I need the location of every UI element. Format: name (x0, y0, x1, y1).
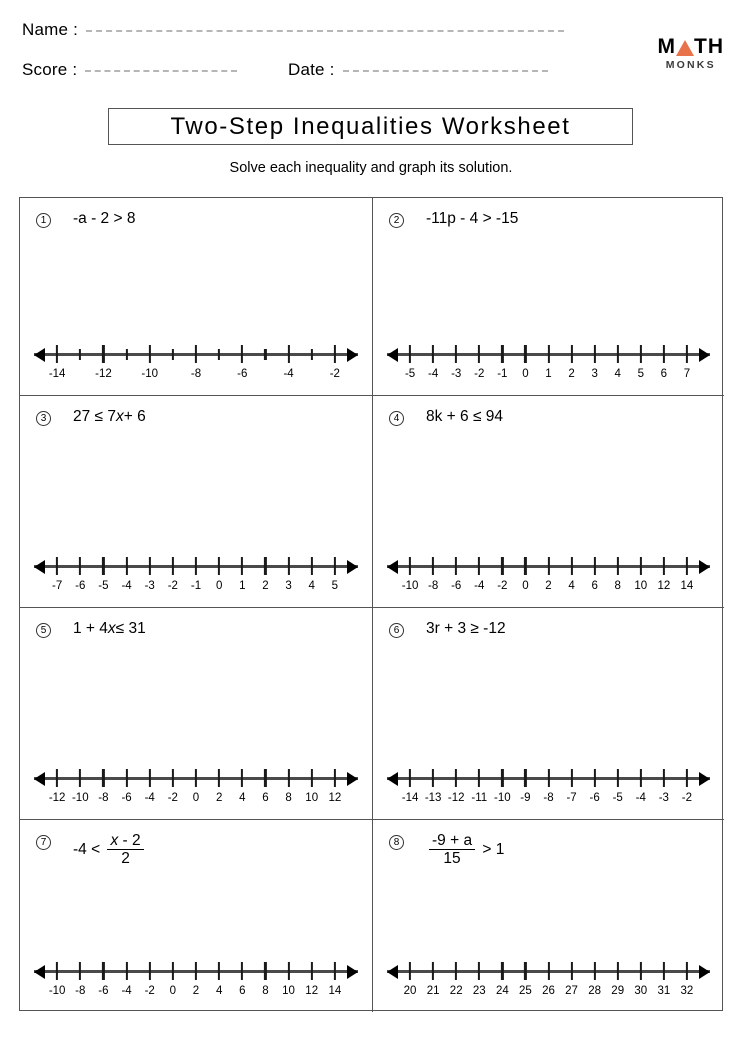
worksheet-title-box (108, 108, 633, 145)
problem-expression (426, 832, 504, 868)
tick-label: 32 (680, 985, 694, 997)
tick-label: -8 (543, 792, 554, 804)
tick-major (218, 557, 220, 575)
tick-label: -2 (329, 368, 340, 380)
problem-number-badge: 6 (389, 623, 404, 638)
tick-major (125, 769, 127, 787)
tick-label: -8 (98, 792, 109, 804)
tick-label: -4 (474, 580, 485, 592)
problem-cell-4 (373, 396, 724, 608)
tick-label: -3 (144, 580, 155, 592)
tick-major (409, 769, 411, 787)
tick-major (195, 962, 197, 980)
tick-major (501, 769, 503, 787)
tick-label: 6 (239, 985, 246, 997)
tick-label: 0 (192, 792, 200, 804)
expression-variable: x (115, 408, 124, 425)
tick-label: -6 (451, 580, 462, 592)
tick-major (102, 557, 104, 575)
number-line-ticks (34, 553, 358, 580)
number-line-labels (34, 580, 358, 594)
tick-major (617, 962, 619, 980)
fraction-numerator (429, 832, 475, 849)
tick-label: 7 (683, 368, 691, 380)
tick-major (172, 962, 174, 980)
tick-label: -10 (71, 792, 89, 804)
tick-major (195, 345, 197, 363)
number-line[interactable] (34, 765, 358, 805)
tick-minor (125, 349, 127, 360)
score-field-row (22, 60, 237, 80)
problem-heading (36, 832, 147, 868)
tick-major (125, 962, 127, 980)
tick-label: 21 (426, 985, 440, 997)
tick-label: 12 (328, 792, 342, 804)
expression-text: ≤ 31 (115, 620, 146, 637)
tick-major (409, 345, 411, 363)
tick-major (241, 769, 243, 787)
tick-major (478, 769, 480, 787)
tick-major (686, 962, 688, 980)
tick-label: 28 (588, 985, 602, 997)
tick-label: -10 (141, 368, 159, 380)
tick-major (311, 557, 313, 575)
tick-label: -2 (497, 580, 508, 592)
number-line[interactable] (34, 553, 358, 593)
tick-label: 3 (285, 580, 292, 592)
date-label: Date : (288, 60, 335, 79)
tick-minor (172, 349, 174, 360)
tick-label: 10 (634, 580, 648, 592)
number-line[interactable] (387, 958, 710, 998)
problem-heading (389, 620, 506, 638)
tick-label: 14 (328, 985, 342, 997)
tick-major (524, 345, 526, 363)
tick-label: 4 (614, 368, 621, 380)
tick-label: 4 (239, 792, 246, 804)
fraction-numerator (107, 832, 143, 849)
tick-major (501, 557, 503, 575)
number-line-ticks (34, 341, 358, 368)
number-line-labels (34, 985, 358, 999)
tick-major (287, 769, 289, 787)
problem-cell-1 (20, 198, 373, 396)
tick-major (79, 962, 81, 980)
number-line-ticks (387, 765, 710, 792)
tick-label: 31 (657, 985, 671, 997)
tick-label: 4 (568, 580, 575, 592)
problem-cell-5 (20, 608, 373, 820)
tick-major (241, 557, 243, 575)
tick-major (570, 962, 572, 980)
tick-major (149, 962, 151, 980)
tick-major (264, 962, 266, 980)
fraction (107, 832, 143, 868)
tick-label: 29 (611, 985, 625, 997)
tick-major (640, 345, 642, 363)
problem-number-badge: 1 (36, 213, 51, 228)
date-field-row (288, 60, 548, 80)
tick-minor (218, 349, 220, 360)
tick-major (334, 557, 336, 575)
logo-wordmark-math (658, 36, 725, 57)
tick-major (432, 962, 434, 980)
tick-major (663, 769, 665, 787)
tick-major (79, 769, 81, 787)
problem-expression (426, 210, 518, 228)
tick-label: -9 (520, 792, 531, 804)
tick-major (547, 769, 549, 787)
problem-heading (36, 620, 146, 638)
expression-variable: x (110, 832, 119, 849)
tick-major (195, 769, 197, 787)
name-label: Name : (22, 20, 78, 39)
tick-label: 4 (308, 580, 315, 592)
tick-major (264, 557, 266, 575)
problem-heading (36, 408, 146, 426)
number-line-labels (387, 985, 710, 999)
expression-text: 27 ≤ 7 (73, 408, 116, 425)
tick-label: -14 (48, 368, 66, 380)
page-title: Two-Step Inequalities Worksheet (170, 112, 571, 140)
tick-label: -12 (95, 368, 112, 380)
expression-text: 8k + 6 ≤ 94 (426, 408, 504, 425)
problem-expression (73, 210, 135, 228)
expression-text: -4 < (73, 840, 105, 858)
tick-label: 14 (680, 580, 694, 592)
problem-heading (389, 832, 504, 868)
tick-label: 2 (545, 580, 552, 592)
problem-number-badge: 5 (36, 623, 51, 638)
logo-triangle-icon (676, 40, 694, 56)
expression-text: 1 + 4 (73, 620, 108, 637)
tick-label: -4 (283, 368, 294, 380)
expression-text: + 6 (123, 408, 146, 425)
name-input-line[interactable] (86, 30, 564, 32)
tick-major (432, 557, 434, 575)
tick-label: -14 (401, 792, 419, 804)
tick-label: 0 (215, 580, 223, 592)
tick-major (570, 345, 572, 363)
tick-label: 6 (591, 580, 598, 592)
tick-major (334, 345, 336, 363)
tick-label: 5 (637, 368, 644, 380)
tick-major (594, 769, 596, 787)
number-line-ticks (387, 958, 710, 985)
tick-label: -10 (48, 985, 66, 997)
tick-major (311, 962, 313, 980)
tick-label: 26 (542, 985, 555, 997)
tick-label: 12 (657, 580, 671, 592)
number-line-ticks (34, 958, 358, 985)
tick-label: 0 (522, 368, 529, 380)
tick-label: -6 (98, 985, 109, 997)
tick-major (195, 557, 197, 575)
tick-label: -10 (401, 580, 419, 592)
tick-label: 24 (495, 985, 509, 997)
tick-label: 30 (634, 985, 648, 997)
score-label: Score : (22, 60, 78, 79)
tick-label: 5 (331, 580, 339, 592)
tick-label: -11 (471, 792, 488, 804)
number-line[interactable] (387, 341, 710, 381)
problem-cell-6 (373, 608, 724, 820)
tick-label: 6 (660, 368, 668, 380)
problem-cell-3 (20, 396, 373, 608)
number-line-labels (34, 792, 358, 806)
tick-major (172, 769, 174, 787)
number-line-ticks (34, 765, 358, 792)
tick-label: -8 (190, 368, 202, 380)
logo-wordmark-monks: MONKS (665, 59, 716, 71)
tick-minor (79, 349, 81, 360)
tick-label: -8 (428, 580, 439, 592)
tick-label: 2 (568, 368, 575, 380)
tick-label: 8 (262, 985, 269, 997)
number-line-labels (387, 580, 710, 594)
tick-label: 2 (262, 580, 269, 592)
problem-number-badge: 8 (389, 835, 404, 850)
tick-label: -4 (144, 792, 155, 804)
tick-major (455, 557, 457, 575)
tick-label: -6 (589, 792, 600, 804)
number-line-labels (387, 368, 710, 382)
tick-major (594, 557, 596, 575)
tick-major (56, 962, 58, 980)
tick-major (56, 345, 58, 363)
tick-major (547, 557, 549, 575)
logo-letter-m: M (657, 35, 676, 58)
tick-major (663, 345, 665, 363)
tick-major (524, 962, 526, 980)
tick-major (287, 962, 289, 980)
mathmonks-logo (658, 36, 725, 71)
tick-label: -4 (428, 368, 439, 380)
name-field-row (22, 20, 564, 40)
tick-label: -2 (681, 792, 693, 804)
tick-major (524, 769, 526, 787)
tick-major (102, 962, 104, 980)
tick-major (594, 345, 596, 363)
tick-label: -5 (612, 792, 623, 804)
tick-minor (311, 349, 313, 360)
problem-number-badge: 7 (36, 835, 51, 850)
tick-major (501, 345, 503, 363)
tick-major (478, 962, 480, 980)
tick-major (218, 962, 220, 980)
tick-major (172, 557, 174, 575)
problem-number-badge: 3 (36, 411, 51, 426)
tick-label: -7 (566, 792, 577, 804)
tick-major (432, 769, 434, 787)
problem-grid (19, 197, 723, 1011)
tick-label: 27 (565, 985, 578, 997)
tick-label: -5 (404, 368, 416, 380)
tick-major (149, 769, 151, 787)
tick-major (663, 962, 665, 980)
tick-label: 10 (282, 985, 295, 997)
tick-label: -7 (52, 580, 63, 592)
tick-major (79, 557, 81, 575)
expression-text: - 2 (118, 832, 141, 849)
number-line[interactable] (34, 341, 358, 381)
tick-major (149, 557, 151, 575)
tick-major (125, 557, 127, 575)
tick-major (478, 557, 480, 575)
tick-major (455, 962, 457, 980)
problem-number-badge: 2 (389, 213, 404, 228)
tick-label: 8 (614, 580, 621, 592)
problem-number-badge: 4 (389, 411, 404, 426)
fraction-denominator: 2 (107, 849, 143, 867)
tick-major (56, 557, 58, 575)
tick-major (218, 769, 220, 787)
fraction-denominator: 15 (429, 849, 475, 867)
date-input-line[interactable] (343, 70, 548, 72)
tick-label: -6 (121, 792, 132, 804)
tick-major (501, 962, 503, 980)
tick-major (617, 769, 619, 787)
number-line[interactable] (387, 553, 710, 593)
problem-expression (426, 620, 506, 638)
problem-expression (73, 832, 147, 868)
expression-text: 3r + 3 ≥ -12 (426, 620, 506, 637)
tick-major (264, 769, 266, 787)
tick-label: -12 (447, 792, 465, 804)
tick-label: -4 (635, 792, 646, 804)
tick-major (334, 769, 336, 787)
tick-label: -10 (494, 792, 511, 804)
tick-major (686, 557, 688, 575)
tick-label: 1 (545, 368, 552, 380)
expression-text: -a - 2 > 8 (73, 210, 136, 227)
tick-label: 2 (192, 985, 200, 997)
score-input-line[interactable] (85, 70, 237, 72)
problem-expression (73, 620, 146, 638)
tick-major (311, 769, 313, 787)
tick-major (547, 962, 549, 980)
tick-major (409, 557, 411, 575)
tick-major (594, 962, 596, 980)
tick-label: 1 (239, 580, 246, 592)
problem-heading (36, 210, 135, 228)
fraction (429, 832, 475, 868)
tick-major (547, 345, 549, 363)
tick-label: 0 (169, 985, 177, 997)
expression-text: -11p - 4 > -15 (426, 210, 519, 227)
tick-major (617, 557, 619, 575)
tick-major (617, 345, 619, 363)
tick-major (241, 962, 243, 980)
tick-label: -3 (658, 792, 669, 804)
tick-label: -5 (98, 580, 109, 592)
tick-minor (264, 349, 266, 360)
tick-label: 3 (591, 368, 598, 380)
logo-letters-th: TH (694, 35, 724, 58)
worksheet-header (0, 0, 742, 95)
tick-label: -2 (144, 985, 155, 997)
problem-expression (426, 408, 503, 426)
tick-major (432, 345, 434, 363)
tick-major (455, 345, 457, 363)
tick-major (640, 962, 642, 980)
tick-label: -12 (48, 792, 66, 804)
worksheet-instructions: Solve each inequality and graph its solution. (229, 160, 513, 176)
tick-major (478, 345, 480, 363)
tick-major (640, 557, 642, 575)
tick-label: -1 (497, 368, 508, 380)
tick-label: -6 (237, 368, 248, 380)
tick-label: -13 (424, 792, 442, 804)
tick-label: 25 (519, 985, 532, 997)
number-line-ticks (387, 553, 710, 580)
tick-major (570, 557, 572, 575)
tick-major (570, 769, 572, 787)
tick-major (56, 769, 58, 787)
expression-text: > 1 (478, 840, 505, 858)
tick-label: 4 (215, 985, 223, 997)
tick-major (663, 557, 665, 575)
problem-cell-2 (373, 198, 724, 396)
tick-label: -1 (190, 580, 202, 592)
tick-label: 23 (472, 985, 486, 997)
problem-heading (389, 210, 518, 228)
tick-major (524, 557, 526, 575)
expression-variable: x (107, 620, 116, 637)
tick-major (287, 345, 289, 363)
tick-label: 20 (403, 985, 417, 997)
problem-expression (73, 408, 146, 426)
tick-major (409, 962, 411, 980)
tick-label: 6 (262, 792, 269, 804)
problem-cell-8 (373, 820, 724, 1012)
tick-label: 2 (215, 792, 223, 804)
problem-heading (389, 408, 503, 426)
number-line-labels (387, 792, 710, 806)
tick-label: -2 (167, 792, 178, 804)
tick-major (287, 557, 289, 575)
tick-label: 0 (522, 580, 529, 592)
tick-label: -2 (167, 580, 178, 592)
tick-label: -4 (121, 580, 132, 592)
tick-major (102, 769, 104, 787)
tick-label: 12 (305, 985, 319, 997)
tick-major (455, 769, 457, 787)
tick-major (686, 345, 688, 363)
tick-major (241, 345, 243, 363)
tick-major (149, 345, 151, 363)
tick-major (334, 962, 336, 980)
tick-label: 22 (449, 985, 463, 997)
tick-label: 8 (285, 792, 292, 804)
number-line-ticks (387, 341, 710, 368)
tick-label: 10 (305, 792, 319, 804)
number-line[interactable] (34, 958, 358, 998)
problem-cell-7 (20, 820, 373, 1012)
tick-major (640, 769, 642, 787)
tick-label: -3 (451, 368, 462, 380)
tick-label: -2 (474, 368, 485, 380)
tick-label: -4 (121, 985, 132, 997)
expression-text: -9 + a (432, 832, 473, 849)
tick-label: -6 (75, 580, 86, 592)
number-line[interactable] (387, 765, 710, 805)
number-line-labels (34, 368, 358, 382)
tick-label: -8 (75, 985, 86, 997)
tick-major (102, 345, 104, 363)
tick-major (686, 769, 688, 787)
